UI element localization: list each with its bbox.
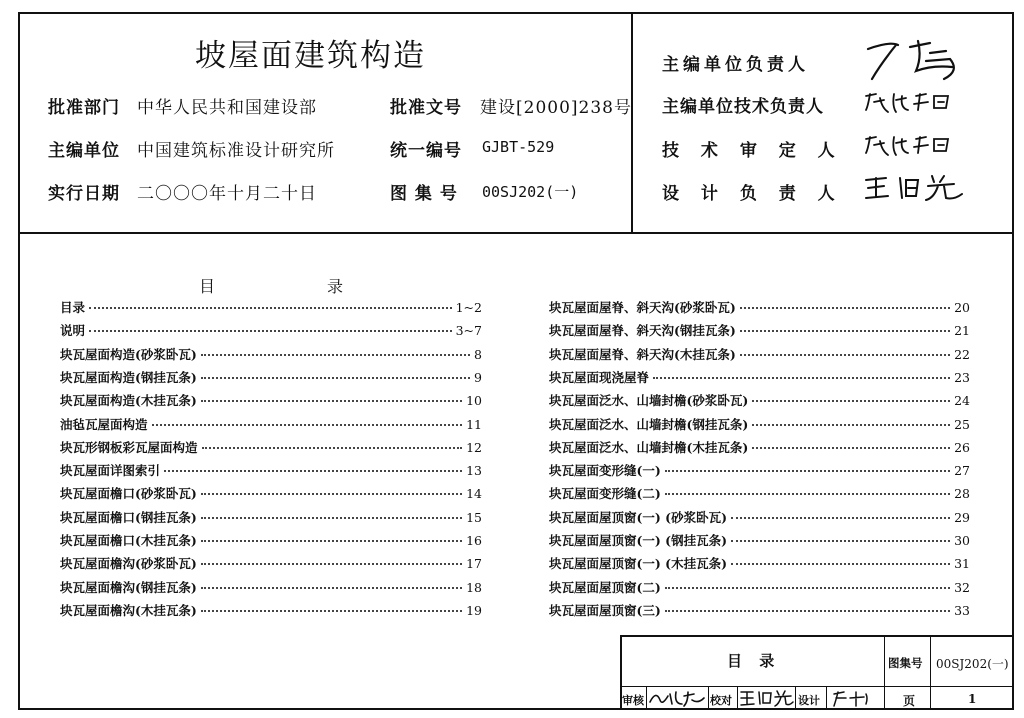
signature-design-head — [862, 172, 972, 204]
leader-dots — [202, 446, 463, 449]
toc-right-label: 块瓦屋面泛水、山墙封檐(木挂瓦条) — [549, 439, 749, 455]
toc-left-page: 14 — [466, 486, 482, 502]
titleblock-v3 — [646, 686, 647, 710]
toc-right-row — [549, 601, 970, 621]
approval-doc-value: 建设[2000]238号 — [480, 98, 632, 118]
toc-left-label: 块瓦屋面檐口(木挂瓦条) — [60, 533, 197, 548]
titleblock-v6 — [795, 686, 796, 710]
toc-left-row — [60, 345, 482, 365]
leader-dots — [201, 399, 462, 402]
toc-left-row — [60, 578, 482, 598]
toc-left-page: 19 — [466, 602, 482, 618]
toc-right-label: 块瓦屋面屋脊、斜天沟(砂浆卧瓦) — [549, 300, 736, 315]
titleblock-check-label: 校对 — [710, 694, 732, 707]
toc-right-page: 33 — [954, 602, 970, 618]
toc-right-row — [549, 321, 970, 341]
approval-dept-label: 批准部门 — [48, 98, 120, 118]
leader-dots — [665, 609, 950, 612]
toc-left-page: 10 — [466, 393, 482, 409]
titleblock-design-label: 设计 — [798, 694, 820, 707]
toc-left-label: 块瓦屋面檐口(钢挂瓦条) — [60, 509, 197, 525]
toc-right-page: 20 — [954, 300, 970, 315]
role-design-head: 设 计 负 责 人 — [662, 184, 843, 204]
leader-dots — [731, 516, 950, 519]
titleblock-sheet-title: 目 录 — [727, 652, 781, 670]
titleblock-top-line — [620, 635, 1014, 637]
leader-dots — [201, 353, 470, 356]
signature-check — [739, 688, 794, 708]
toc-right-row — [549, 484, 970, 504]
leader-dots — [752, 446, 950, 449]
editor-unit-value: 中国建筑标准设计研究所 — [137, 141, 335, 161]
toc-left-row — [60, 601, 482, 621]
toc-right-row — [549, 554, 970, 574]
toc-right-page: 22 — [954, 346, 970, 362]
toc-left-page: 3~7 — [455, 323, 482, 339]
toc-left-row — [60, 298, 482, 318]
titleblock-v2 — [930, 635, 931, 710]
leader-dots — [731, 562, 950, 565]
toc-right-page: 28 — [954, 486, 970, 502]
toc-right-label: 块瓦屋面屋顶窗(二) — [549, 579, 661, 595]
titleblock-page-label: 页 — [903, 694, 916, 708]
leader-dots — [740, 306, 950, 309]
toc-right-row — [549, 578, 970, 598]
toc-heading-left: 目 — [199, 277, 216, 296]
toc-right-label: 块瓦屋面变形缝(一) — [549, 463, 661, 479]
signature-review — [648, 688, 706, 708]
titleblock-mid-line — [620, 686, 1014, 687]
toc-left-page: 15 — [466, 509, 482, 525]
toc-left-page: 12 — [466, 439, 482, 455]
toc-right-label: 块瓦屋面屋顶窗(一) (钢挂瓦条) — [549, 533, 728, 548]
toc-left-page: 11 — [466, 416, 482, 432]
leader-dots — [152, 423, 463, 426]
leader-dots — [752, 399, 950, 402]
toc-left-label: 块瓦形钢板彩瓦屋面构造 — [60, 439, 198, 455]
atlas-no-label: 图 集 号 — [390, 184, 458, 204]
toc-right-page: 29 — [954, 509, 970, 525]
toc-left-row — [60, 321, 482, 341]
effective-date-value: 二〇〇〇年十月二十日 — [137, 184, 317, 204]
leader-dots — [653, 376, 950, 379]
titleblock-page-value: 1 — [968, 692, 977, 706]
signature-unit-head — [860, 35, 970, 85]
toc-left-page: 17 — [466, 556, 482, 572]
toc-left-label: 块瓦屋面檐沟(钢挂瓦条) — [60, 579, 197, 595]
toc-right-page: 30 — [954, 533, 970, 548]
toc-left-page: 9 — [474, 369, 482, 385]
toc-right-row — [549, 508, 970, 528]
titleblock-v1 — [884, 635, 885, 710]
toc-right-page: 27 — [954, 463, 970, 479]
toc-left-label: 目录 — [60, 300, 86, 315]
leader-dots — [752, 423, 950, 426]
titleblock-atlas-value: 00SJ202(一) — [936, 657, 1009, 671]
role-unit-head: 主编单位负责人 — [662, 55, 809, 75]
toc-left-label: 块瓦屋面构造(钢挂瓦条) — [60, 369, 197, 385]
signature-design — [830, 688, 880, 708]
toc-right-page: 26 — [954, 439, 970, 455]
titleblock-review-label: 审核 — [622, 694, 644, 707]
toc-right-label: 块瓦屋面变形缝(二) — [549, 486, 661, 502]
unified-no-label: 统一编号 — [390, 141, 462, 161]
toc-right-page: 21 — [954, 323, 970, 339]
role-tech-head: 主编单位技术负责人 — [662, 97, 824, 117]
leader-dots — [201, 562, 462, 565]
header-vertical-divider — [631, 12, 633, 233]
toc-right-page: 25 — [954, 416, 970, 432]
toc-left-page: 18 — [466, 579, 482, 595]
toc-left-label: 块瓦屋面檐沟(砂浆卧瓦) — [60, 556, 197, 572]
toc-right-row — [549, 461, 970, 481]
approval-doc-label: 批准文号 — [390, 98, 462, 118]
titleblock-v7 — [826, 686, 827, 710]
approval-dept-value: 中华人民共和国建设部 — [137, 98, 317, 118]
titleblock-atlas-label: 图集号 — [888, 656, 923, 670]
toc-left-row — [60, 461, 482, 481]
leader-dots — [731, 539, 950, 542]
leader-dots — [201, 539, 462, 542]
toc-left-row — [60, 484, 482, 504]
toc-right-label: 块瓦屋面屋顶窗(一) (木挂瓦条) — [549, 556, 728, 572]
toc-right-row — [549, 391, 970, 411]
leader-dots — [665, 586, 950, 589]
toc-left-label: 块瓦屋面檐口(砂浆卧瓦) — [60, 486, 197, 502]
toc-left-page: 1~2 — [455, 300, 482, 315]
toc-left-label: 块瓦屋面构造(木挂瓦条) — [60, 393, 197, 409]
toc-heading-right: 录 — [327, 277, 344, 296]
toc-left-row — [60, 531, 482, 551]
toc-left-label: 块瓦屋面构造(砂浆卧瓦) — [60, 346, 197, 362]
toc-right-row — [549, 368, 970, 388]
toc-right-page: 23 — [954, 369, 970, 385]
toc-left-label: 块瓦屋面檐沟(木挂瓦条) — [60, 602, 197, 618]
toc-left-row — [60, 554, 482, 574]
toc-left-row — [60, 415, 482, 435]
toc-right-page: 32 — [954, 579, 970, 595]
leader-dots — [201, 492, 462, 495]
toc-left-row — [60, 508, 482, 528]
toc-right-row — [549, 438, 970, 458]
toc-left-row — [60, 391, 482, 411]
toc-right-label: 块瓦屋面现浇屋脊 — [549, 369, 650, 385]
effective-date-label: 实行日期 — [48, 184, 120, 204]
toc-right-label: 块瓦屋面屋顶窗(三) — [549, 602, 661, 618]
toc-right-row — [549, 298, 970, 318]
toc-right-row — [549, 531, 970, 551]
toc-left-row — [60, 438, 482, 458]
toc-left-label: 说明 — [60, 323, 86, 339]
toc-left-page: 13 — [466, 463, 482, 479]
toc-right-label: 块瓦屋面泛水、山墙封檐(钢挂瓦条) — [549, 416, 749, 432]
toc-right-label: 块瓦屋面屋顶窗(一) (砂浆卧瓦) — [549, 509, 728, 525]
header-divider — [18, 232, 1014, 234]
leader-dots — [665, 469, 950, 472]
role-tech-reviewer: 技 术 审 定 人 — [662, 141, 843, 161]
leader-dots — [201, 516, 462, 519]
toc-left-label: 块瓦屋面详图索引 — [60, 463, 161, 479]
leader-dots — [201, 609, 462, 612]
unified-no-value: GJBT-529 — [482, 138, 555, 156]
page-title: 坡屋面建筑构造 — [195, 38, 426, 74]
leader-dots — [164, 469, 462, 472]
leader-dots — [201, 376, 470, 379]
toc-right-label: 块瓦屋面屋脊、斜天沟(钢挂瓦条) — [549, 323, 736, 339]
signature-tech-reviewer — [862, 131, 957, 159]
signature-tech-head — [862, 88, 957, 116]
toc-left-row — [60, 368, 482, 388]
leader-dots — [740, 329, 950, 332]
toc-right-page: 24 — [954, 393, 970, 409]
atlas-no-value: 00SJ202(一) — [482, 183, 579, 201]
toc-left-page: 16 — [466, 533, 482, 548]
toc-right-row — [549, 415, 970, 435]
leader-dots — [201, 586, 462, 589]
toc-left-label: 油毡瓦屋面构造 — [60, 416, 148, 432]
toc-left-page: 8 — [474, 346, 482, 362]
toc-right-row — [549, 345, 970, 365]
titleblock-v5 — [737, 686, 738, 710]
toc-right-label: 块瓦屋面屋脊、斜天沟(木挂瓦条) — [549, 346, 736, 362]
titleblock-v4 — [708, 686, 709, 710]
leader-dots — [740, 353, 950, 356]
toc-right-page: 31 — [954, 556, 970, 572]
leader-dots — [89, 306, 452, 309]
leader-dots — [665, 492, 950, 495]
editor-unit-label: 主编单位 — [48, 141, 120, 161]
toc-right-label: 块瓦屋面泛水、山墙封檐(砂浆卧瓦) — [549, 393, 749, 409]
leader-dots — [89, 329, 452, 332]
